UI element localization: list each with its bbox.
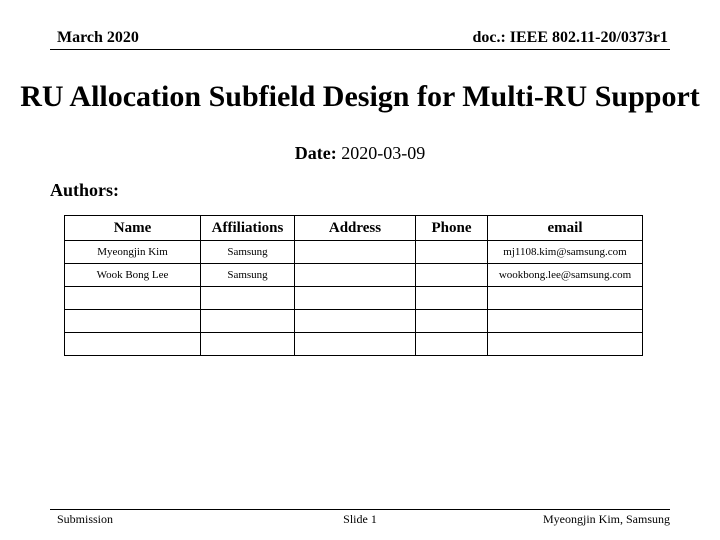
table-cell	[416, 310, 488, 333]
slide-title: RU Allocation Subfield Design for Multi-RU Support	[20, 80, 700, 113]
table-row	[65, 310, 643, 333]
column-header-address: Address	[295, 216, 416, 241]
table-cell	[488, 310, 643, 333]
column-header-phone: Phone	[416, 216, 488, 241]
footer-slide-number: Slide 1	[343, 512, 377, 526]
table-cell	[295, 310, 416, 333]
table-cell	[295, 241, 416, 264]
table-cell	[65, 310, 201, 333]
footer-divider	[50, 509, 670, 510]
date-value: 2020-03-09	[341, 143, 426, 163]
table-row	[65, 264, 643, 287]
footer-author: Myeongjin Kim, Samsung	[542, 512, 670, 526]
table-cell	[416, 287, 488, 310]
table-header-row	[65, 216, 643, 241]
table-row	[65, 241, 643, 264]
table-cell	[65, 287, 201, 310]
table-cell	[488, 287, 643, 310]
table-row	[65, 333, 643, 356]
header-divider	[50, 49, 670, 50]
authors-table	[64, 215, 643, 356]
table-cell	[201, 287, 295, 310]
table-cell: Wook Bong Lee	[65, 264, 201, 287]
column-header-name: Name	[65, 216, 201, 241]
table-cell	[416, 264, 488, 287]
table-cell	[201, 333, 295, 356]
column-header-affiliations: Affiliations	[201, 216, 295, 241]
table-cell	[295, 333, 416, 356]
table-cell: Myeongjin Kim	[65, 241, 201, 264]
table-cell	[416, 333, 488, 356]
table-cell	[416, 241, 488, 264]
table-cell: wookbong.lee@samsung.com	[488, 264, 643, 287]
table-cell	[201, 310, 295, 333]
table-cell: Samsung	[201, 264, 295, 287]
table-row	[65, 287, 643, 310]
table-cell: mj1108.kim@samsung.com	[488, 241, 643, 264]
table-cell: Samsung	[201, 241, 295, 264]
footer-submission: Submission	[57, 512, 114, 526]
authors-heading: Authors:	[50, 180, 120, 200]
table-cell	[295, 287, 416, 310]
date-line	[0, 143, 720, 164]
table-cell	[488, 333, 643, 356]
table-cell	[65, 333, 201, 356]
column-header-email: email	[488, 216, 643, 241]
table-cell	[295, 264, 416, 287]
date-label: Date:	[294, 143, 337, 163]
header-doc-id: doc.: IEEE 802.11-20/0373r1	[472, 29, 668, 46]
header-date: March 2020	[57, 29, 139, 46]
